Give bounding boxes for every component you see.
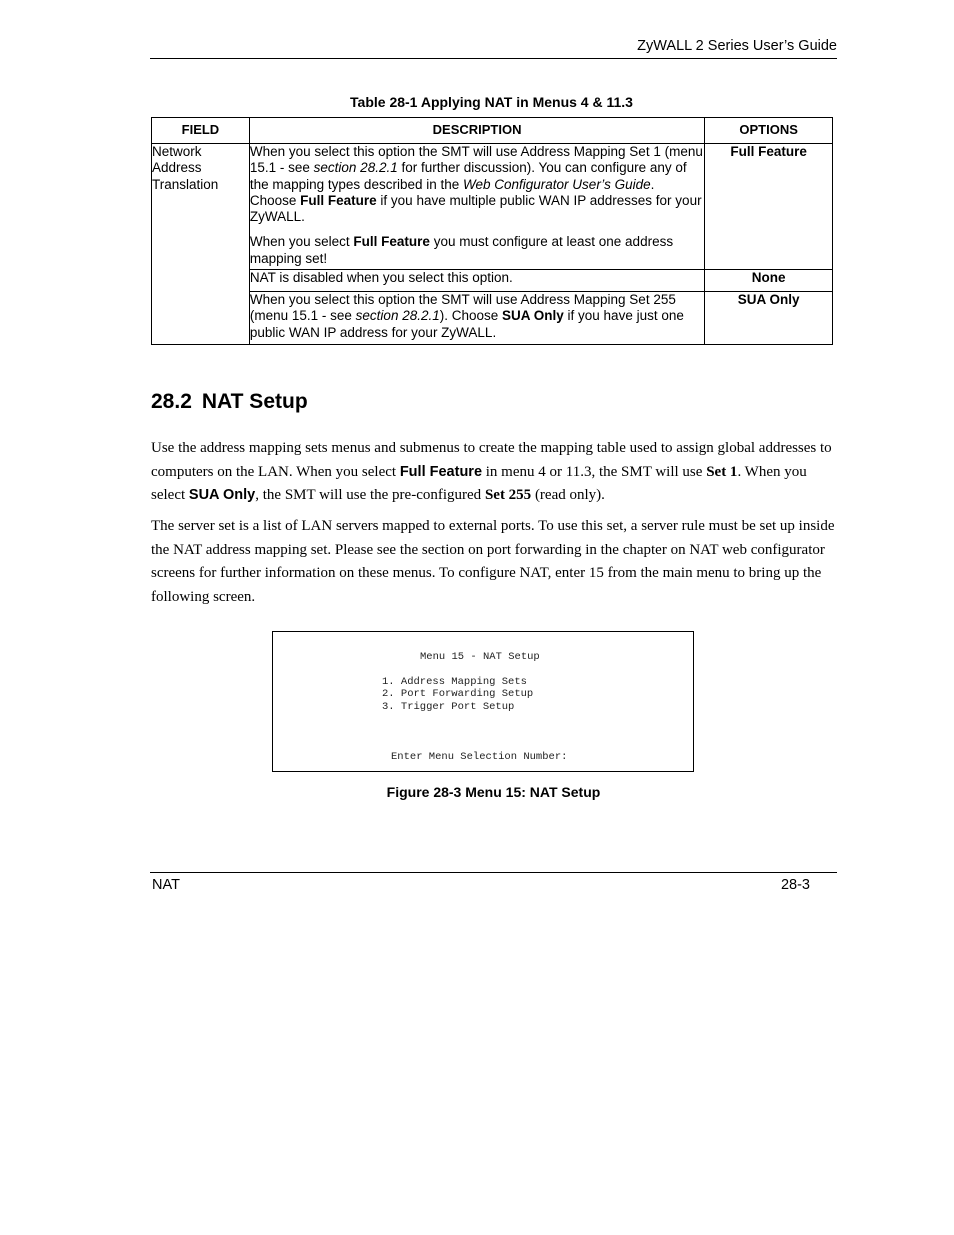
option-emphasis: SUA Only	[188, 487, 256, 503]
desc-text: . Choose	[249, 176, 655, 208]
table-row	[152, 270, 833, 292]
para-text: in menu 4 or 11.3, the SMT will use	[482, 463, 707, 480]
table-caption: Table 28-1 Applying NAT in Menus 4 & 11.3	[350, 94, 633, 110]
desc-text: if you have just one public WAN IP address for your ZyWALL.	[249, 308, 684, 340]
desc-text: When you select	[249, 234, 354, 250]
para-text: Use the address mapping sets menus and submenus to create the mapping table used to assign global addresses to computers on the LAN. When you select	[151, 440, 832, 480]
column-header-field: FIELD	[152, 118, 250, 144]
set-emphasis: Set 255	[484, 487, 532, 503]
option-cell-sua-only: SUA Only	[705, 292, 833, 345]
description-paragraph	[250, 234, 704, 267]
description-cell: NAT is disabled when you select this option.	[249, 270, 704, 292]
para-text: , the SMT will use the pre-configured	[255, 487, 485, 503]
description-paragraph	[250, 144, 704, 225]
para-text: . When you select	[151, 463, 807, 503]
option-emphasis: SUA Only	[502, 308, 564, 324]
description-cell	[249, 144, 704, 270]
desc-text: for further discussion). You can configure any of the mapping types described in the	[249, 160, 687, 192]
page-header	[150, 36, 837, 59]
footer-chapter: NAT	[152, 877, 180, 893]
body-paragraph: The server set is a list of LAN servers mapped to external ports. To use this set, a server rule must be set up inside the NAT address mapping set. Please see the section on port forwarding in the chapter on NAT web configurator screens for further information on these menus. To configure NAT, enter 15 from the main menu to bring up the following screen.	[151, 518, 835, 605]
option-emphasis: Full Feature	[300, 192, 377, 208]
option-cell-full-feature: Full Feature	[705, 144, 833, 270]
guide-reference: Web Configurator User’s Guide	[463, 176, 651, 192]
column-header-options: OPTIONS	[705, 118, 833, 144]
field-cell	[152, 144, 250, 345]
section-reference: section 28.2.1	[313, 160, 398, 176]
option-emphasis: Full Feature	[399, 463, 483, 480]
header-title: ZyWALL 2 Series User’s Guide	[637, 38, 837, 54]
section-reference: section 28.2.1	[355, 308, 440, 324]
section-title: NAT Setup	[201, 390, 308, 413]
section-heading	[151, 390, 308, 414]
para-text: (read only).	[531, 487, 605, 503]
option-emphasis: Full Feature	[353, 234, 430, 250]
field-label: Network Address Translation	[152, 144, 219, 192]
smt-menu-screen	[272, 631, 694, 772]
menu-item: 3. Trigger Port Setup	[382, 701, 515, 713]
table-row	[152, 292, 833, 345]
page-footer	[150, 872, 837, 897]
column-header-description: DESCRIPTION	[249, 118, 704, 144]
desc-text: When you select this option the SMT will use Address Mapping Set 255 (menu 15.1 - see	[249, 292, 676, 324]
figure-caption: Figure 28-3 Menu 15: NAT Setup	[386, 784, 601, 800]
menu-prompt: Enter Menu Selection Number:	[391, 751, 568, 763]
table-row	[152, 144, 833, 270]
desc-text: When you select this option the SMT will use Address Mapping Set 1 (menu 15.1 - see	[249, 144, 703, 176]
footer-page-number: 28-3	[780, 877, 810, 893]
desc-text: ). Choose	[439, 308, 503, 324]
description-cell	[249, 292, 704, 345]
desc-text: if you have multiple public WAN IP addresses for your ZyWALL.	[249, 192, 702, 225]
set-emphasis: Set 1	[706, 463, 738, 480]
table-header-row	[152, 118, 833, 144]
menu-item: 2. Port Forwarding Setup	[382, 688, 534, 700]
desc-text: you must configure at least one address mapping set!	[249, 234, 674, 266]
menu-item: 1. Address Mapping Sets	[382, 676, 527, 688]
section-number: 28.2	[151, 390, 192, 413]
body-paragraph	[151, 437, 835, 508]
nat-options-table	[151, 117, 833, 345]
option-cell-none: None	[705, 270, 833, 292]
menu-title: Menu 15 - NAT Setup	[420, 651, 540, 663]
